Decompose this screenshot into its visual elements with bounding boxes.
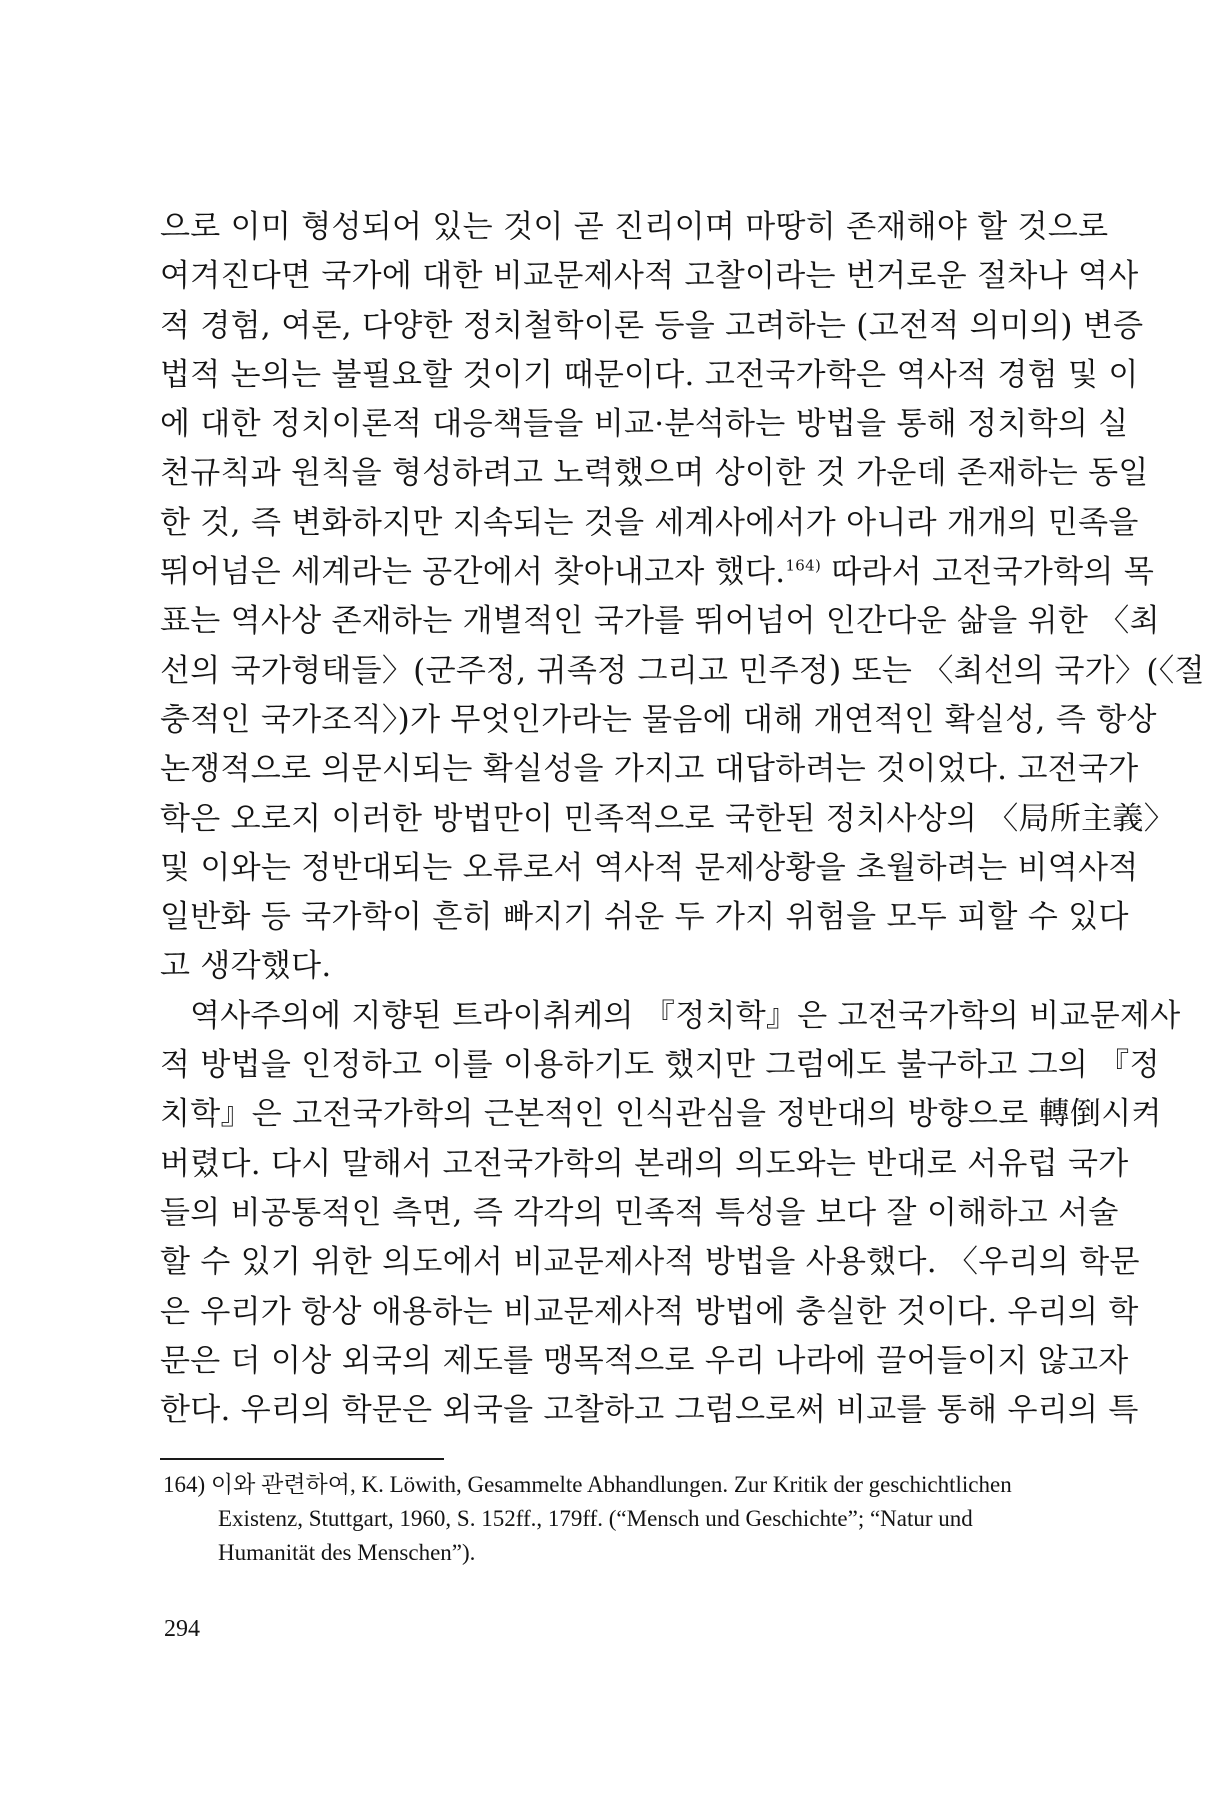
- text-line: 한 것, 즉 변화하지만 지속되는 것을 세계사에서가 아니라 개개의 민족을: [160, 504, 1139, 541]
- text-line: 버렸다. 다시 말해서 고전국가학의 본래의 의도와는 반대로 서유럽 국가: [160, 1145, 1129, 1182]
- text-line: 논쟁적으로 의문시되는 확실성을 가지고 대답하려는 것이었다. 고전국가: [160, 751, 1139, 788]
- text-line: 은 우리가 항상 애용하는 비교문제사적 방법에 충실한 것이다. 우리의 학: [160, 1293, 1139, 1330]
- footnote-line: Existenz, Stuttgart, 1960, S. 152ff., 179ff. (“Mensch und Geschichte”; “Natur und: [218, 1506, 973, 1531]
- text-line: 적 방법을 인정하고 이를 이용하기도 했지만 그럼에도 불구하고 그의 『정: [160, 1047, 1160, 1084]
- text-line: 고 생각했다.: [160, 948, 332, 985]
- text-line: 및 이와는 정반대되는 오류로서 역사적 문제상황을 초월하려는 비역사적: [160, 849, 1139, 886]
- text-line: 치학』은 고전국가학의 근본적인 인식관심을 정반대의 방향으로 轉倒시켜: [160, 1096, 1162, 1133]
- text-line: 할 수 있기 위한 의도에서 비교문제사적 방법을 사용했다. 〈우리의 학문: [160, 1244, 1140, 1281]
- footnote-reference[interactable]: 164): [785, 556, 822, 575]
- text-line: 역사주의에 지향된 트라이취케의 『정치학』은 고전국가학의 비교문제사: [190, 997, 1181, 1034]
- text-line: 선의 국가형태들〉(군주정, 귀족정 그리고 민주정) 또는 〈최선의 국가〉(〈절: [160, 652, 1205, 689]
- text-line: 여겨진다면 국가에 대한 비교문제사적 고찰이라는 번거로운 절차나 역사: [160, 258, 1139, 295]
- text-line: 적 경험, 여론, 다양한 정치철학이론 등을 고려하는 (고전적 의미의) 변증: [160, 307, 1144, 344]
- footnote-164: [163, 1468, 1021, 1570]
- footnote-line: Humanität des Menschen”).: [218, 1540, 476, 1565]
- text-line: 일반화 등 국가학이 흔히 빠지기 쉬운 두 가지 위험을 모두 피할 수 있다: [160, 899, 1129, 936]
- text-line: 학은 오로지 이러한 방법만이 민족적으로 국한된 정치사상의 〈局所主義〉: [160, 800, 1176, 837]
- page-number: 294: [164, 1616, 200, 1642]
- text-line: 법적 논의는 불필요할 것이기 때문이다. 고전국가학은 역사적 경험 및 이: [160, 356, 1139, 393]
- text-line-tail: 따라서 고전국가학의 목: [821, 554, 1155, 591]
- text-line: 충적인 국가조직〉)가 무엇인가라는 물음에 대해 개연적인 확실성, 즉 항상: [160, 701, 1157, 738]
- text-line: 한다. 우리의 학문은 외국을 고찰하고 그럼으로써 비교를 통해 우리의 특: [160, 1392, 1139, 1429]
- footnote-line: 164) 이와 관련하여, K. Löwith, Gesammelte Abhandlungen. Zur Kritik der geschichtlichen: [163, 1472, 1012, 1497]
- footnote-divider: [160, 1458, 444, 1460]
- text-line: 에 대한 정치이론적 대응책들을 비교·분석하는 방법을 통해 정치학의 실: [160, 406, 1129, 443]
- text-line: 문은 더 이상 외국의 제도를 맹목적으로 우리 나라에 끌어들이지 않고자: [160, 1342, 1129, 1379]
- text-line-head: 뛰어넘은 세계라는 공간에서 찾아내고자 했다.: [160, 554, 786, 591]
- text-line: [160, 548, 1155, 597]
- body-text: [160, 203, 1205, 1435]
- text-line: 표는 역사상 존재하는 개별적인 국가를 뛰어넘어 인간다운 삶을 위한 〈최: [160, 603, 1160, 640]
- text-line: 으로 이미 형성되어 있는 것이 곧 진리이며 마땅히 존재해야 할 것으로: [160, 209, 1109, 245]
- text-line: 천규칙과 원칙을 형성하려고 노력했으며 상이한 것 가운데 존재하는 동일: [160, 455, 1149, 492]
- text-line: 들의 비공통적인 측면, 즉 각각의 민족적 특성을 보다 잘 이해하고 서술: [160, 1194, 1119, 1231]
